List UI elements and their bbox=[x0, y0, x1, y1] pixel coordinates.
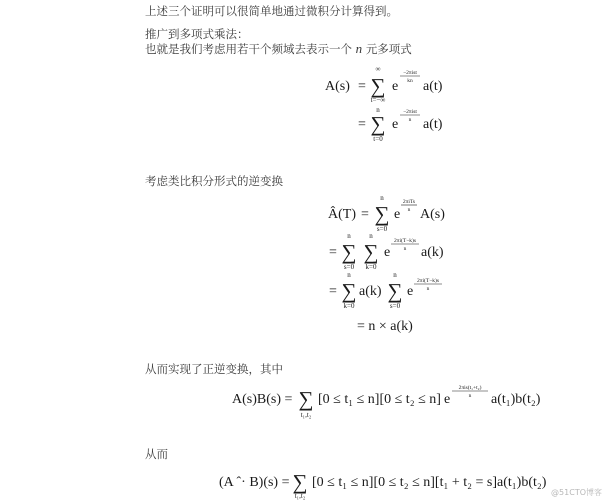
eq3-sub: t₁,t₂ bbox=[300, 411, 312, 419]
eq1-l2-equals: = bbox=[358, 117, 366, 132]
paragraph-6: 从而 bbox=[145, 447, 168, 461]
paragraph-5: 从而实现了正逆变换，其中 bbox=[145, 362, 283, 376]
eq1-lhs: A(s) bbox=[325, 79, 350, 94]
eq2-l2-base: e bbox=[384, 245, 391, 260]
eq1-l2-tail: a(t) bbox=[423, 117, 443, 132]
eq2-l1-top: n bbox=[380, 194, 384, 202]
eq1-l2-top: n bbox=[376, 106, 380, 114]
equation-2 bbox=[0, 192, 608, 342]
eq2-lhs: Â(T) bbox=[328, 207, 356, 222]
paragraph-3-pre: 也就是我们考虑用若干个频域去表示一个 bbox=[145, 42, 352, 56]
eq2-l3-exp-den: n bbox=[426, 286, 430, 292]
eq4-sub: t₁,t₂ bbox=[294, 492, 306, 500]
paragraph-2: 推广到多项式乘法： bbox=[145, 27, 249, 41]
eq2-equals: = bbox=[361, 207, 369, 222]
eq4-lhs: (A ˆ· B)(s) = bbox=[219, 475, 290, 490]
eq2-l3-bottom2: s=0 bbox=[389, 302, 401, 310]
eq3-lhs: A(s)B(s) = bbox=[232, 392, 293, 407]
eq1-sum-bottom: t=−∞ bbox=[370, 96, 386, 104]
eq2-l2-sigma2: ∑ bbox=[363, 240, 379, 264]
eq2-l2-exp-num: 2πi(T−k)s bbox=[393, 238, 417, 244]
eq3-body: [0 ≤ t₁ ≤ n][0 ≤ t₂ ≤ n] bbox=[318, 392, 441, 407]
equation-3 bbox=[0, 380, 608, 428]
eq3-exp-num: 2πis(t₁+t₂) bbox=[458, 385, 482, 391]
paragraph-3 bbox=[145, 41, 412, 57]
eq2-l2-sigma1: ∑ bbox=[341, 240, 357, 264]
eq2-l1-exp-den: n bbox=[407, 207, 411, 213]
eq1-l2-exp-num: −2πist bbox=[403, 109, 417, 115]
eq2-l3-top2: n bbox=[393, 271, 397, 279]
eq2-l3-bottom1: k=0 bbox=[343, 302, 355, 310]
eq2-l2-bottom2: k=0 bbox=[365, 263, 377, 271]
eq2-l3-base: e bbox=[407, 284, 414, 299]
eq2-l4: = n × a(k) bbox=[357, 319, 413, 334]
eq1-sum-top: ∞ bbox=[375, 65, 381, 73]
eq2-l2-top1: n bbox=[347, 232, 351, 240]
eq4-sigma: ∑ bbox=[292, 470, 308, 494]
eq2-l2-tail: a(k) bbox=[421, 245, 444, 260]
eq4-body: [0 ≤ t₁ ≤ n][0 ≤ t₂ ≤ n][t₁ + t₂ = s]a(t₁)b(t₂) bbox=[312, 475, 547, 490]
eq2-l1-exp-num: 2πiTs bbox=[402, 199, 416, 205]
paragraph-3-var: n bbox=[355, 41, 363, 56]
equation-4 bbox=[0, 465, 608, 500]
eq1-equals: = bbox=[358, 79, 366, 94]
eq2-l3-exp-num: 2πi(T−k)s bbox=[416, 278, 440, 284]
eq2-l3-sigma2: ∑ bbox=[387, 279, 403, 303]
eq2-l1-bottom: s=0 bbox=[376, 225, 388, 233]
paragraph-3-post: 元多项式 bbox=[365, 42, 412, 56]
eq3-base: e bbox=[444, 392, 451, 407]
eq2-l2-top2: n bbox=[369, 232, 373, 240]
eq1-l2-base: e bbox=[392, 117, 399, 132]
eq3-exp-den: n bbox=[468, 393, 472, 399]
eq1-tail: a(t) bbox=[423, 79, 443, 94]
eq1-base: e bbox=[392, 79, 399, 94]
eq3-sigma: ∑ bbox=[298, 387, 314, 411]
eq1-exp-den: kn bbox=[407, 78, 413, 84]
eq2-l2-bottom1: s=0 bbox=[343, 263, 355, 271]
paragraph-4: 考虑类比积分形式的逆变换 bbox=[145, 174, 283, 188]
eq2-l3-sigma1: ∑ bbox=[341, 279, 357, 303]
eq1-sigma: ∑ bbox=[370, 74, 386, 98]
eq1-exp-num: −2πist bbox=[403, 70, 417, 76]
eq2-l1-sigma: ∑ bbox=[374, 202, 390, 226]
eq2-l1-tail: A(s) bbox=[420, 207, 445, 222]
eq1-l2-bottom: t=0 bbox=[373, 135, 383, 143]
eq1-l2-exp-den: n bbox=[408, 117, 412, 123]
paragraph-1: 上述三个证明可以很简单地通过微积分计算得到。 bbox=[145, 4, 398, 18]
eq2-l3-mid: a(k) bbox=[359, 284, 382, 299]
eq2-l3-equals: = bbox=[329, 284, 337, 299]
watermark: @51CTO博客 bbox=[551, 488, 602, 497]
eq2-l1-base: e bbox=[394, 207, 401, 222]
equation-1 bbox=[0, 60, 608, 155]
eq2-l3-top1: n bbox=[347, 271, 351, 279]
eq2-l2-equals: = bbox=[329, 245, 337, 260]
eq2-l2-exp-den: n bbox=[403, 246, 407, 252]
eq3-tail: a(t₁)b(t₂) bbox=[491, 392, 541, 407]
eq1-l2-sigma: ∑ bbox=[370, 112, 386, 136]
